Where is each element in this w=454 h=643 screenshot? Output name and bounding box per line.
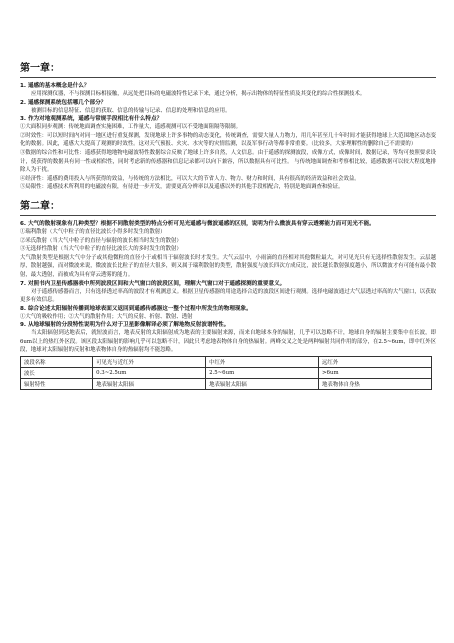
table-cell: 可见光与近红外 [93, 357, 206, 368]
answer-text: ④经济性：遥感的费用投入与所获得的效益，与传统的方法相比，可以大大的节省人力、物力、财力和时间，具有很高的经济效益和社会效益。 [20, 175, 360, 182]
answer-text: ③数据的综合性和可比性：遥感获得地地物电磁波特性数据综合反映了地球上许多自然，人文信息。由于遥感的探测波段，成像方式，成像时间，数据记录，等均可按照要求设计，使获得的数据具有同一性或相似性，同时考虑新的传感器和信息记录都可以向下兼容，所以数据具有可比性。 与传统地面调查和考察相比较，遥感数据可以较大程度地排除人为干扰。 [20, 149, 436, 174]
answer-text: ⑤局限性：遥感技术所利用的电磁波有限，有待进一步开发，需要更高分辨率以及遥感以外的其他手段相配合，特别是地面调查和验证。 [20, 184, 344, 191]
table-cell: 地表物体自身热 [319, 379, 432, 390]
table-cell: 2.5~6um [206, 368, 319, 379]
answer-text: 应用探测仪器，不与探测目标相接触，从远处把目标的电磁波特性记录下来，通过分析，揭示出物体的特征性质及其变化的综合性探测技术。 [31, 91, 366, 97]
answer-text: 大气散射类型是根据大气中分子或其他微粒的直径小于或相当于辐射波长时才发生。大气云层中，小雨滴的直径相对其他微粒最大，对可见光只有无选择性散射发生，云层越厚，散射越强，而对微波来说，微波波长比粒子的直径大很多，则又属于瑞利散射的类型，散射强度与波长四次方成反比，波长越长散射强度越小，所以微波才有可能有最小散射，最大透射，而被成为具有穿云透雾的能力。 [20, 254, 436, 278]
answer-text: ③无选择性散射（当大气中粒子的直径比波长大的多时发生的散射） [20, 246, 182, 253]
answer-text: 对于遥感传感器而言，只有选择透过率高的波段才有观测意义。根据卫星传感器的用途选择合适的波段区间进行观测。选择电磁波通过大气层透过率高的大气窗口，以获取更多有效信息。 [20, 288, 436, 304]
table-row [21, 368, 432, 379]
question-heading: 8. 综合论述太阳辐射传播到地球表面又返回到遥感传感器这一整个过程中所发生的物理现象。 [20, 305, 252, 312]
answer-text: ①大气的吸收作用；②大气的散射作用；大气的反射、折射、散射、透射 [20, 313, 193, 320]
table-cell: >6um [319, 368, 432, 379]
answer-text: 当太阳辐射到达地表后，就短波而言，地表反射的太阳辐射成为地表的主要辐射来源，而来自地球本身的辐射，几乎可以忽略不计，地球自身的辐射主要集中在长波，即6um以上的热红外区段。该区段太阳辐射的影响几乎可以忽略不计，因此只考虑地表物体自身的热辐射。两峰交叉之处是两种辐射共同作用的部分，在2.5~6um，即中红外区段，地球对太阳辐射的反射和地表物体自身的热辐射均不能忽略。 [20, 330, 436, 354]
table-cell: 波段名称 [21, 357, 93, 368]
chapter-title: 第一章： [20, 63, 60, 74]
table-cell: 中红外 [206, 357, 319, 368]
answer-text: ①瑞利散射（大气中粒子的直径比波长小得多时发生的散射） [20, 228, 166, 235]
question-heading: 3. 作为对地观测系统，遥感与常规手段相比有什么特点？ [20, 116, 163, 123]
table-cell: 波长 [21, 368, 93, 379]
question-heading: 2. 遥感探测系统包括哪几个部分？ [20, 99, 107, 106]
table-cell: 辐射特性 [21, 379, 93, 390]
answer-text: 被测目标的信息特征、信息的获取、信息的传输与记录、信息的处理和信息的应用。 [31, 107, 231, 114]
table-cell: 远红外 [319, 357, 432, 368]
table-row [21, 357, 432, 368]
band-table [20, 356, 432, 390]
table-cell: 0.3~2.5um [93, 368, 206, 379]
question-heading: 9. 从地球辐射的分段特性说明为什么对于卫星影像解译必须了解地物反射波谱特性。 [20, 322, 230, 329]
question-heading: 1. 遥感的基本概念是什么？ [20, 83, 90, 89]
table-cell: 地表辐射太阳辐 [93, 379, 206, 390]
question-heading: 6. 大气的散射现象有几种类型？根据不同散射类型的特点分析可见光遥感与微波遥感的区别，说明为什么微波具有穿云透雾能力而可见光不能。 [20, 220, 375, 227]
answer-text: ①大面积同步观测：传统地面调查实施困难，工作量大，遥感观测可以不受地面阻隔等限制。 [20, 124, 242, 131]
table-cell: 地表辐射太阳辐 [206, 379, 319, 390]
chapter-title: 第二章： [20, 200, 60, 212]
divider [20, 77, 436, 78]
answer-text: ②米氏散射（当大气中粒子的直径与辐射的波长相当时发生的散射） [20, 237, 182, 244]
answer-text: ②时效性：可以短时间内对同一地区进行重复探测，发现地球上许多事物的动态变化，传统调查，需要大量人力物力，用几年甚至几十年时间才能获得地球上大范围地区动态变化的数据。因此，遥感大大提高了观测的时效性。这对天气预报、火灾、水灾等的灾情监测，以及军事行动等都非常重要。（比较多，大家理解性的删除自己不需要的） [20, 132, 436, 148]
document-page [20, 62, 436, 390]
question-heading: 7. 对照书内卫星传感器表中所列波段区间和大气窗口的波段区间，理解大气窗口对于遥感探测的重要意义。 [20, 280, 286, 287]
divider [20, 215, 436, 216]
table-row [21, 379, 432, 390]
